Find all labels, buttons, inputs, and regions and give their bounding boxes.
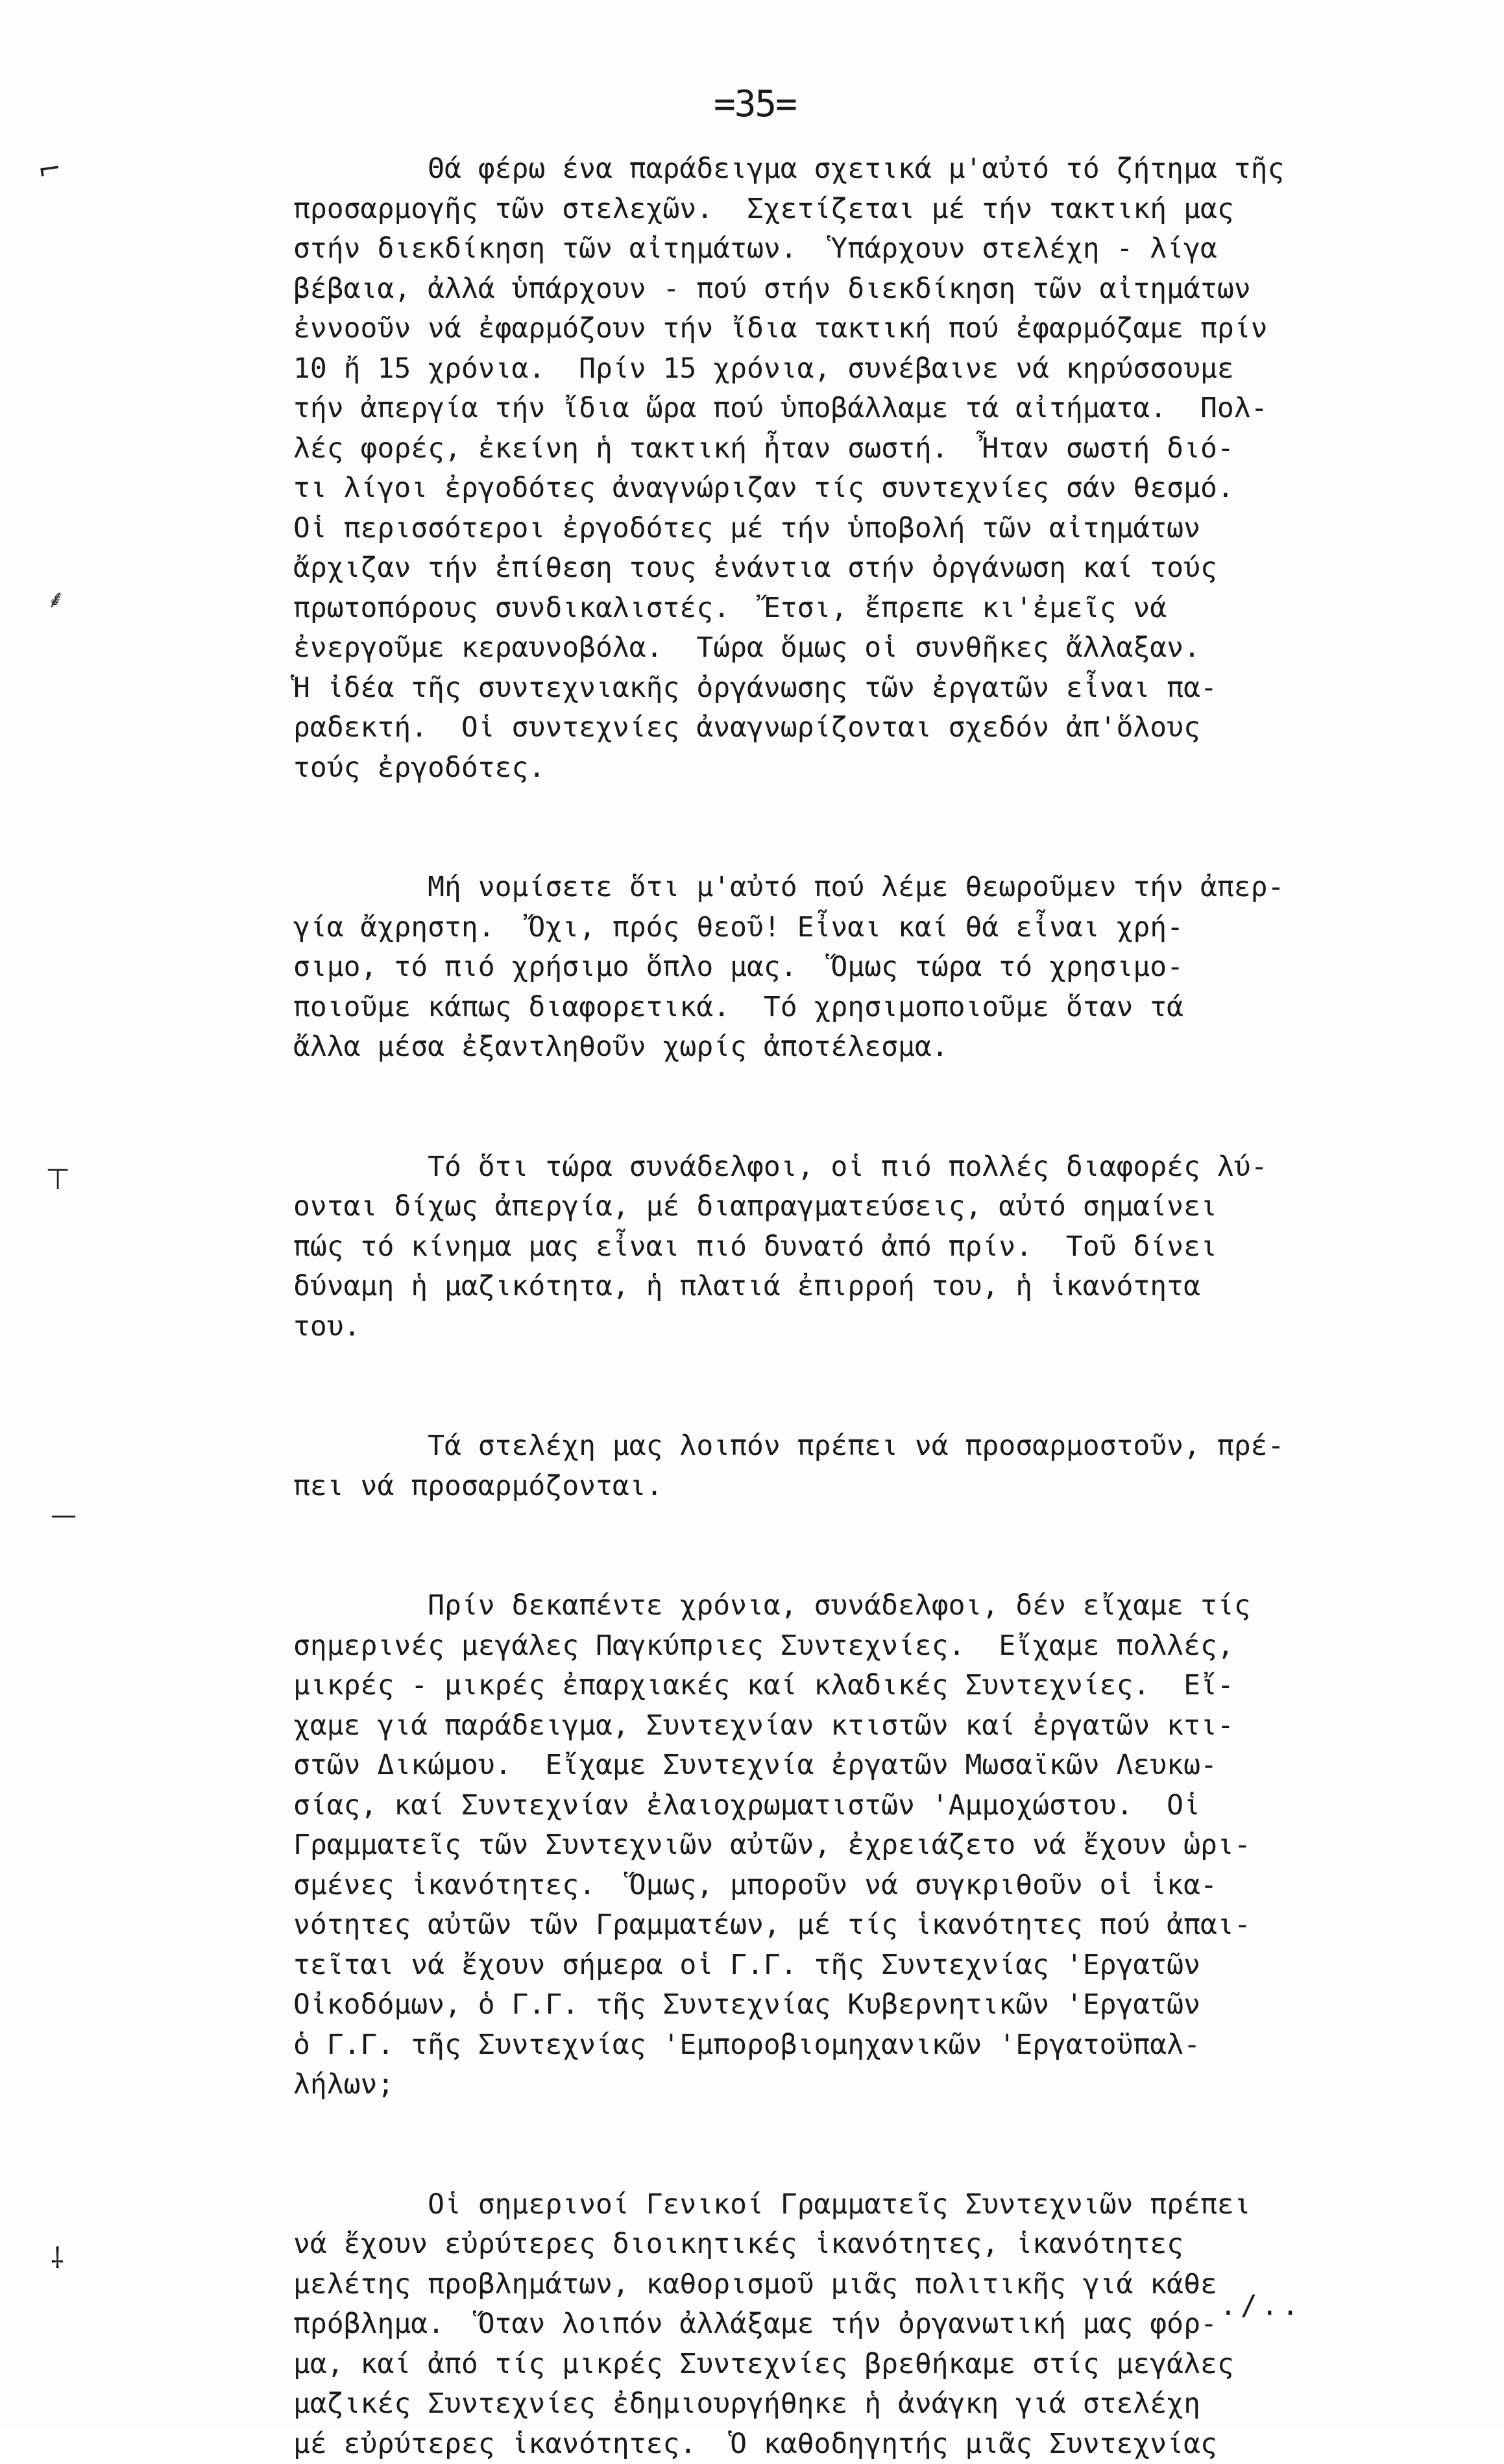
text-line: Οἰκοδόμων, ὁ Γ.Γ. τῆς Συντεχνίας Κυβερνητικῶν 'Εργατῶν <box>293 1985 1435 2025</box>
page-number: =35= <box>714 83 796 125</box>
text-line: Οἱ σημερινοί Γενικοί Γραμματεῖς Συντεχνιῶν πρέπει <box>293 2185 1435 2225</box>
margin-mark: ⸸ <box>51 2238 64 2276</box>
text-line: βέβαια, ἀλλά ὑπάρχουν - πού στήν διεκδίκηση τῶν αἰτημάτων <box>293 269 1435 310</box>
text-line: μαζικές Συντεχνίες ἐδημιουργήθηκε ἡ ἀνάγκη γιά στελέχη <box>293 2384 1435 2424</box>
text-line: του. <box>293 1307 1435 1347</box>
text-line: νά ἔχουν εὐρύτερες διοικητικές ἱκανότητες, ἱκανότητες <box>293 2225 1435 2265</box>
paragraph <box>293 868 1435 1067</box>
margin-mark: — <box>51 1500 77 1530</box>
text-line: ἄρχιζαν τήν ἐπίθεση τους ἐνάντια στήν ὀργάνωση καί τούς <box>293 548 1435 589</box>
text-line: γία ἄχρηστη. Ὄχι, πρός θεοῦ! Εἶναι καί θά εἶναι χρή- <box>293 908 1435 948</box>
margin-mark: ⌐ <box>36 152 64 188</box>
text-line: στῶν Δικώμου. Εἴχαμε Συντεχνία ἐργατῶν Μωσαϊκῶν Λευκω- <box>293 1746 1435 1786</box>
text-line: στήν διεκδίκηση τῶν αἰτημάτων. Ὑπάρχουν στελέχη - λίγα <box>293 229 1435 269</box>
text-line: ἐννοοῦν νά ἐφαρμόζουν τήν ἴδια τακτική πού ἐφαρμόζαμε πρίν <box>293 309 1435 349</box>
text-line: μελέτης προβλημάτων, καθορισμοῦ μιᾶς πολιτικῆς γιά κάθε <box>293 2265 1435 2305</box>
paragraph <box>293 1426 1435 1506</box>
text-line: νότητες αὐτῶν τῶν Γραμματέων, μέ τίς ἱκανότητες πού ἀπαι- <box>293 1905 1435 1946</box>
text-line: Πρίν δεκαπέντε χρόνια, συνάδελφοι, δέν εἴχαμε τίς <box>293 1586 1435 1626</box>
text-line: 10 ἤ 15 χρόνια. Πρίν 15 χρόνια, συνέβαινε νά κηρύσσουμε <box>293 349 1435 389</box>
text-line: Μή νομίσετε ὅτι μ'αὐτό πού λέμε θεωροῦμεν τήν ἀπερ- <box>293 868 1435 908</box>
text-line: ἄλλα μέσα ἐξαντληθοῦν χωρίς ἀποτέλεσμα. <box>293 1027 1435 1067</box>
text-line: τήν ἀπεργία τήν ἴδια ὥρα πού ὑποβάλλαμε τά αἰτήματα. Πολ- <box>293 389 1435 429</box>
text-line: ποιοῦμε κάπως διαφορετικά. Τό χρησιμοποιοῦμε ὅταν τά <box>293 988 1435 1028</box>
margin-mark: ⸙ <box>47 581 66 615</box>
text-line: σμένες ἱκανότητες. Ὅμως, μποροῦν νά συγκριθοῦν οἱ ἱκα- <box>293 1866 1435 1906</box>
text-line: μικρές - μικρές ἐπαρχιακές καί κλαδικές Συντεχνίες. Εἴ- <box>293 1666 1435 1706</box>
text-line: τούς ἐργοδότες. <box>293 748 1435 788</box>
text-line: πρόβλημα. Ὅταν λοιπόν ἀλλάξαμε τήν ὀργανωτική μας φόρ- <box>293 2304 1435 2345</box>
text-line: λήλων; <box>293 2065 1435 2105</box>
text-line: τεῖται νά ἔχουν σήμερα οἱ Γ.Γ. τῆς Συντεχνίας 'Εργατῶν <box>293 1946 1435 1986</box>
text-line: προσαρμογῆς τῶν στελεχῶν. Σχετίζεται μέ τήν τακτική μας <box>293 189 1435 230</box>
text-line: σημερινές μεγάλες Παγκύπριες Συντεχνίες. Εἴχαμε πολλές, <box>293 1626 1435 1666</box>
text-line: ονται δίχως ἀπεργία, μέ διαπραγματεύσεις, αὐτό σημαίνει <box>293 1187 1435 1227</box>
paragraph <box>293 1147 1435 1347</box>
text-line: ἐνεργοῦμε κεραυνοβόλα. Τώρα ὅμως οἱ συνθῆκες ἄλλαξαν. <box>293 628 1435 668</box>
text-line: ραδεκτή. Οἱ συντεχνίες ἀναγνωρίζονται σχεδόν ἀπ'ὅλους <box>293 708 1435 748</box>
margin-mark: ⊤ <box>45 1163 70 1196</box>
paragraph <box>293 149 1435 788</box>
text-line: Τά στελέχη μας λοιπόν πρέπει νά προσαρμοστοῦν, πρέ- <box>293 1426 1435 1467</box>
text-line: μα, καί ἀπό τίς μικρές Συντεχνίες βρεθήκαμε στίς μεγάλες <box>293 2345 1435 2385</box>
body-text <box>293 149 1435 2464</box>
text-line: Γραμματεῖς τῶν Συντεχνιῶν αὐτῶν, ἐχρειάζετο νά ἔχουν ὡρι- <box>293 1825 1435 1866</box>
text-line: ὁ Γ.Γ. τῆς Συντεχνίας 'Εμποροβιομηχανικῶν 'Εργατοϋπαλ- <box>293 2025 1435 2066</box>
text-line: σιμο, τό πιό χρήσιμο ὅπλο μας. Ὅμως τώρα τό χρησιμο- <box>293 947 1435 988</box>
text-line: τι λίγοι ἐργοδότες ἀναγνώριζαν τίς συντεχνίες σάν θεσμό. <box>293 469 1435 509</box>
text-line: Θά φέρω ένα παράδειγμα σχετικά μ'αὐτό τό ζήτημα τῆς <box>293 149 1435 189</box>
paragraph <box>293 2185 1435 2464</box>
text-line: δύναμη ἡ μαζικότητα, ἡ πλατιά ἐπιρροή του, ἡ ἱκανότητα <box>293 1267 1435 1307</box>
paragraph <box>293 1586 1435 2105</box>
continuation-mark: ./.. <box>1220 2289 1303 2322</box>
text-line: μέ εὐρύτερες ἱκανότητες. Ὁ καθοδηγητής μιᾶς Συντεχνίας <box>293 2424 1435 2464</box>
text-line: Ἡ ἰδέα τῆς συντεχνιακῆς ὀργάνωσης τῶν ἐργατῶν εἶναι πα- <box>293 668 1435 709</box>
text-line: πει νά προσαρμόζονται. <box>293 1467 1435 1507</box>
text-line: χαμε γιά παράδειγμα, Συντεχνίαν κτιστῶν καί ἐργατῶν κτι- <box>293 1706 1435 1746</box>
text-line: πρωτοπόρους συνδικαλιστές. Ἔτσι, ἔπρεπε κι'ἐμεῖς νά <box>293 589 1435 629</box>
text-line: λές φορές, ἐκείνη ἡ τακτική ἦταν σωστή. Ἦταν σωστή διό- <box>293 429 1435 469</box>
text-line: Τό ὅτι τώρα συνάδελφοι, οἱ πιό πολλές διαφορές λύ- <box>293 1147 1435 1188</box>
text-line: Οἱ περισσότεροι ἐργοδότες μέ τήν ὑποβολή τῶν αἰτημάτων <box>293 509 1435 549</box>
text-line: πώς τό κίνημα μας εἶναι πιό δυνατό ἀπό πρίν. Τοῦ δίνει <box>293 1227 1435 1267</box>
text-line: σίας, καί Συντεχνίαν ἐλαιοχρωματιστῶν 'Αμμοχώστου. Οἱ <box>293 1786 1435 1826</box>
